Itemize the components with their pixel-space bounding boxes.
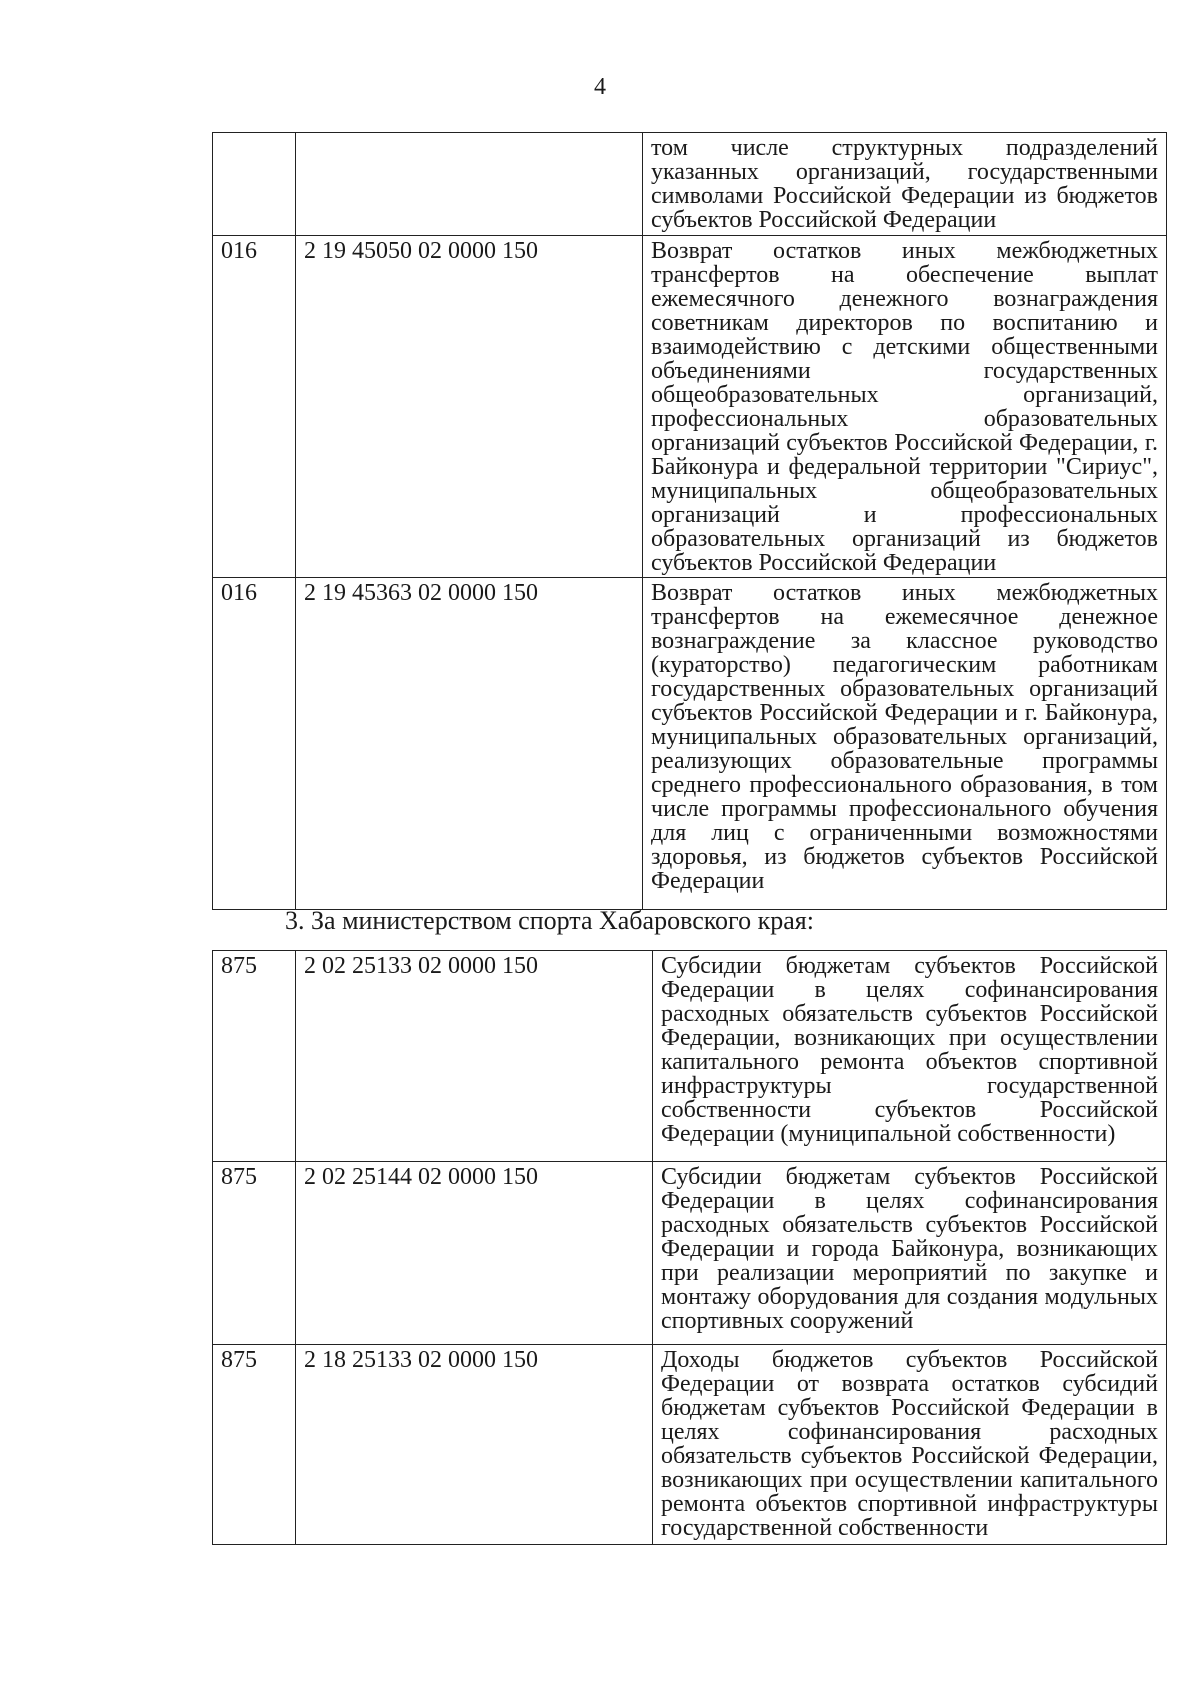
- section-heading: 3. За министерством спорта Хабаровского края:: [285, 906, 814, 935]
- budget-code-cell: 2 19 45050 02 0000 150: [296, 236, 643, 578]
- admin-code-cell: 875: [213, 1162, 296, 1345]
- sports-ministry-revenue-table: [212, 950, 1167, 1545]
- table-row: [213, 1162, 1167, 1345]
- table-row: [213, 951, 1167, 1162]
- revenue-codes-table-continued: [212, 132, 1167, 910]
- table-row: [213, 133, 1167, 236]
- budget-code-cell: [296, 133, 643, 236]
- admin-code-cell: 016: [213, 236, 296, 578]
- budget-code-cell: 2 02 25133 02 0000 150: [296, 951, 653, 1162]
- table-row: [213, 578, 1167, 910]
- description-cell: Возврат остатков иных межбюджетных трансфертов на обеспечение выплат ежемесячного денежного вознаграждения советникам директоров по воспитанию и взаимодействию с детскими общественными объединениями государственных общеобразовательных организаций, профессиональных образовательных организаций субъектов Российской Федерации, г. Байконура и федеральной территории "Сириус", муниципальных общеобразовательных организаций и профессиональных образовательных организаций из бюджетов субъектов Российской Федерации: [643, 236, 1167, 578]
- description-cell: том числе структурных подразделений указанных организаций, государственными символами Российской Федерации из бюджетов субъектов Российской Федерации: [643, 133, 1167, 236]
- description-cell: Доходы бюджетов субъектов Российской Федерации от возврата остатков субсидий бюджетам субъектов Российской Федерации в целях софинансирования расходных обязательств субъектов Российской Федерации, возникающих при осуществлении капитального ремонта объектов спортивной инфраструктуры государственной собственности: [653, 1345, 1167, 1545]
- table-row: [213, 236, 1167, 578]
- description-cell: Субсидии бюджетам субъектов Российской Федерации в целях софинансирования расходных обязательств субъектов Российской Федерации, возникающих при осуществлении капитального ремонта объектов спортивной инфраструктуры государственной собственности субъектов Российской Федерации (муниципальной собственности): [653, 951, 1167, 1162]
- budget-code-cell: 2 19 45363 02 0000 150: [296, 578, 643, 910]
- page-number: 4: [594, 74, 606, 100]
- admin-code-cell: 875: [213, 951, 296, 1162]
- description-cell: Возврат остатков иных межбюджетных трансфертов на ежемесячное денежное вознаграждение за классное руководство (кураторство) педагогическим работникам государственных образовательных организаций субъектов Российской Федерации и г. Байконура, муниципальных образовательных организаций, реализующих образовательные программы среднего профессионального образования, в том числе программы профессионального обучения для лиц с ограниченными возможностями здоровья, из бюджетов субъектов Российской Федерации: [643, 578, 1167, 910]
- admin-code-cell: [213, 133, 296, 236]
- admin-code-cell: 016: [213, 578, 296, 910]
- description-cell: Субсидии бюджетам субъектов Российской Федерации в целях софинансирования расходных обязательств субъектов Российской Федерации и города Байконура, возникающих при реализации мероприятий по закупке и монтажу оборудования для создания модульных спортивных сооружений: [653, 1162, 1167, 1345]
- admin-code-cell: 875: [213, 1345, 296, 1545]
- table-row: [213, 1345, 1167, 1545]
- budget-code-cell: 2 02 25144 02 0000 150: [296, 1162, 653, 1345]
- budget-code-cell: 2 18 25133 02 0000 150: [296, 1345, 653, 1545]
